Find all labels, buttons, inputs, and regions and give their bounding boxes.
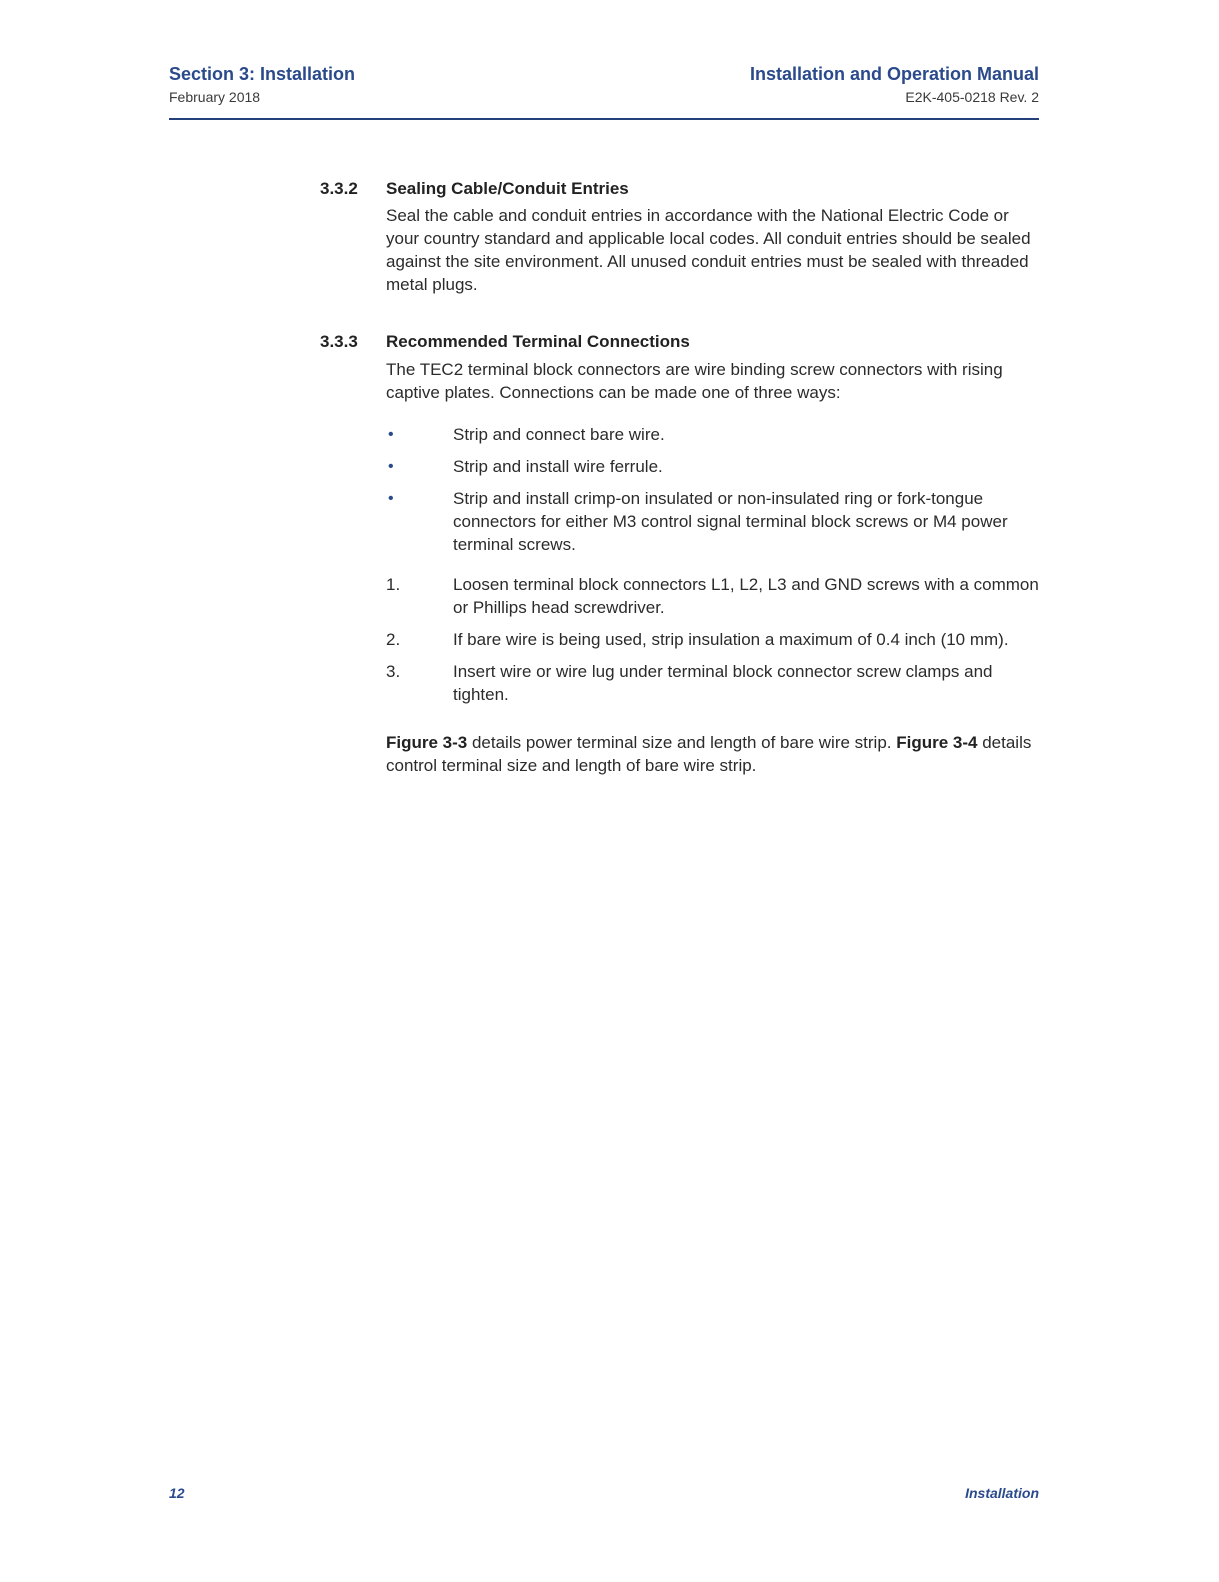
figure-3-3-reference: Figure 3-3 [386, 733, 468, 752]
figure-3-4-reference: Figure 3-4 [896, 733, 978, 752]
section-3-3-2 [320, 176, 1040, 296]
section-number: 3.3.2 [320, 179, 358, 198]
section-title: Section 3: Installation [169, 64, 356, 84]
section-heading [320, 176, 1040, 202]
connection-methods-list [386, 423, 1040, 556]
page-footer [169, 1485, 1039, 1507]
document-id: E2K-405-0218 Rev. 2 [905, 89, 1039, 105]
page-number: 12 [169, 1485, 185, 1501]
list-item-text: Strip and install wire ferrule. [453, 457, 663, 476]
list-item-text: Strip and install crimp-on insulated or non-insulated ring or fork-tongue connectors for either M3 control signal terminal block screws or M4 power terminal screws. [453, 489, 1008, 554]
step-text: Loosen terminal block connectors L1, L2, L3 and GND screws with a common or Phillips head screwdriver. [453, 575, 1039, 617]
step-text: Insert wire or wire lug under terminal block connector screw clamps and tighten. [453, 662, 993, 704]
step-number: 2. [386, 630, 401, 649]
section-heading [320, 329, 1040, 355]
list-item [386, 487, 1040, 556]
manual-title: Installation and Operation Manual [749, 64, 1039, 84]
step-number: 3. [386, 662, 401, 681]
list-item-text: Strip and connect bare wire. [453, 425, 665, 444]
bullet-icon: • [388, 426, 394, 443]
step-item [386, 660, 1040, 706]
chapter-name: Installation [965, 1485, 1039, 1501]
bullet-icon: • [388, 490, 394, 507]
header-right [750, 62, 1039, 108]
figure-note-text-2: details control terminal size and length of bare wire strip. [386, 733, 1032, 775]
installation-steps-list [386, 573, 1040, 706]
figure-reference-paragraph [386, 731, 1040, 777]
list-item [386, 423, 1040, 446]
publication-date: February 2018 [169, 89, 261, 105]
section-number: 3.3.3 [320, 332, 358, 351]
list-item [386, 455, 1040, 478]
header-left [169, 62, 355, 108]
page-header [169, 62, 1039, 120]
figure-note-text-1: details power terminal size and length of bare wire strip. [467, 733, 897, 752]
section-3-3-3 [320, 329, 1040, 777]
step-number: 1. [386, 575, 401, 594]
section-heading-title: Sealing Cable/Conduit Entries [386, 179, 629, 198]
section-heading-title: Recommended Terminal Connections [386, 332, 690, 351]
section-paragraph: Seal the cable and conduit entries in accordance with the National Electric Code or your country standard and applicable local codes. All conduit entries should be sealed against the site environment. All unused conduit entries must be sealed with threaded metal plugs. [386, 206, 1031, 294]
step-item [386, 573, 1040, 619]
step-item [386, 628, 1040, 651]
bullet-icon: • [388, 458, 394, 475]
step-text: If bare wire is being used, strip insulation a maximum of 0.4 inch (10 mm). [453, 630, 1009, 649]
section-paragraph: The TEC2 terminal block connectors are wire binding screw connectors with rising captive plates. Connections can be made one of three ways: [386, 360, 1003, 402]
